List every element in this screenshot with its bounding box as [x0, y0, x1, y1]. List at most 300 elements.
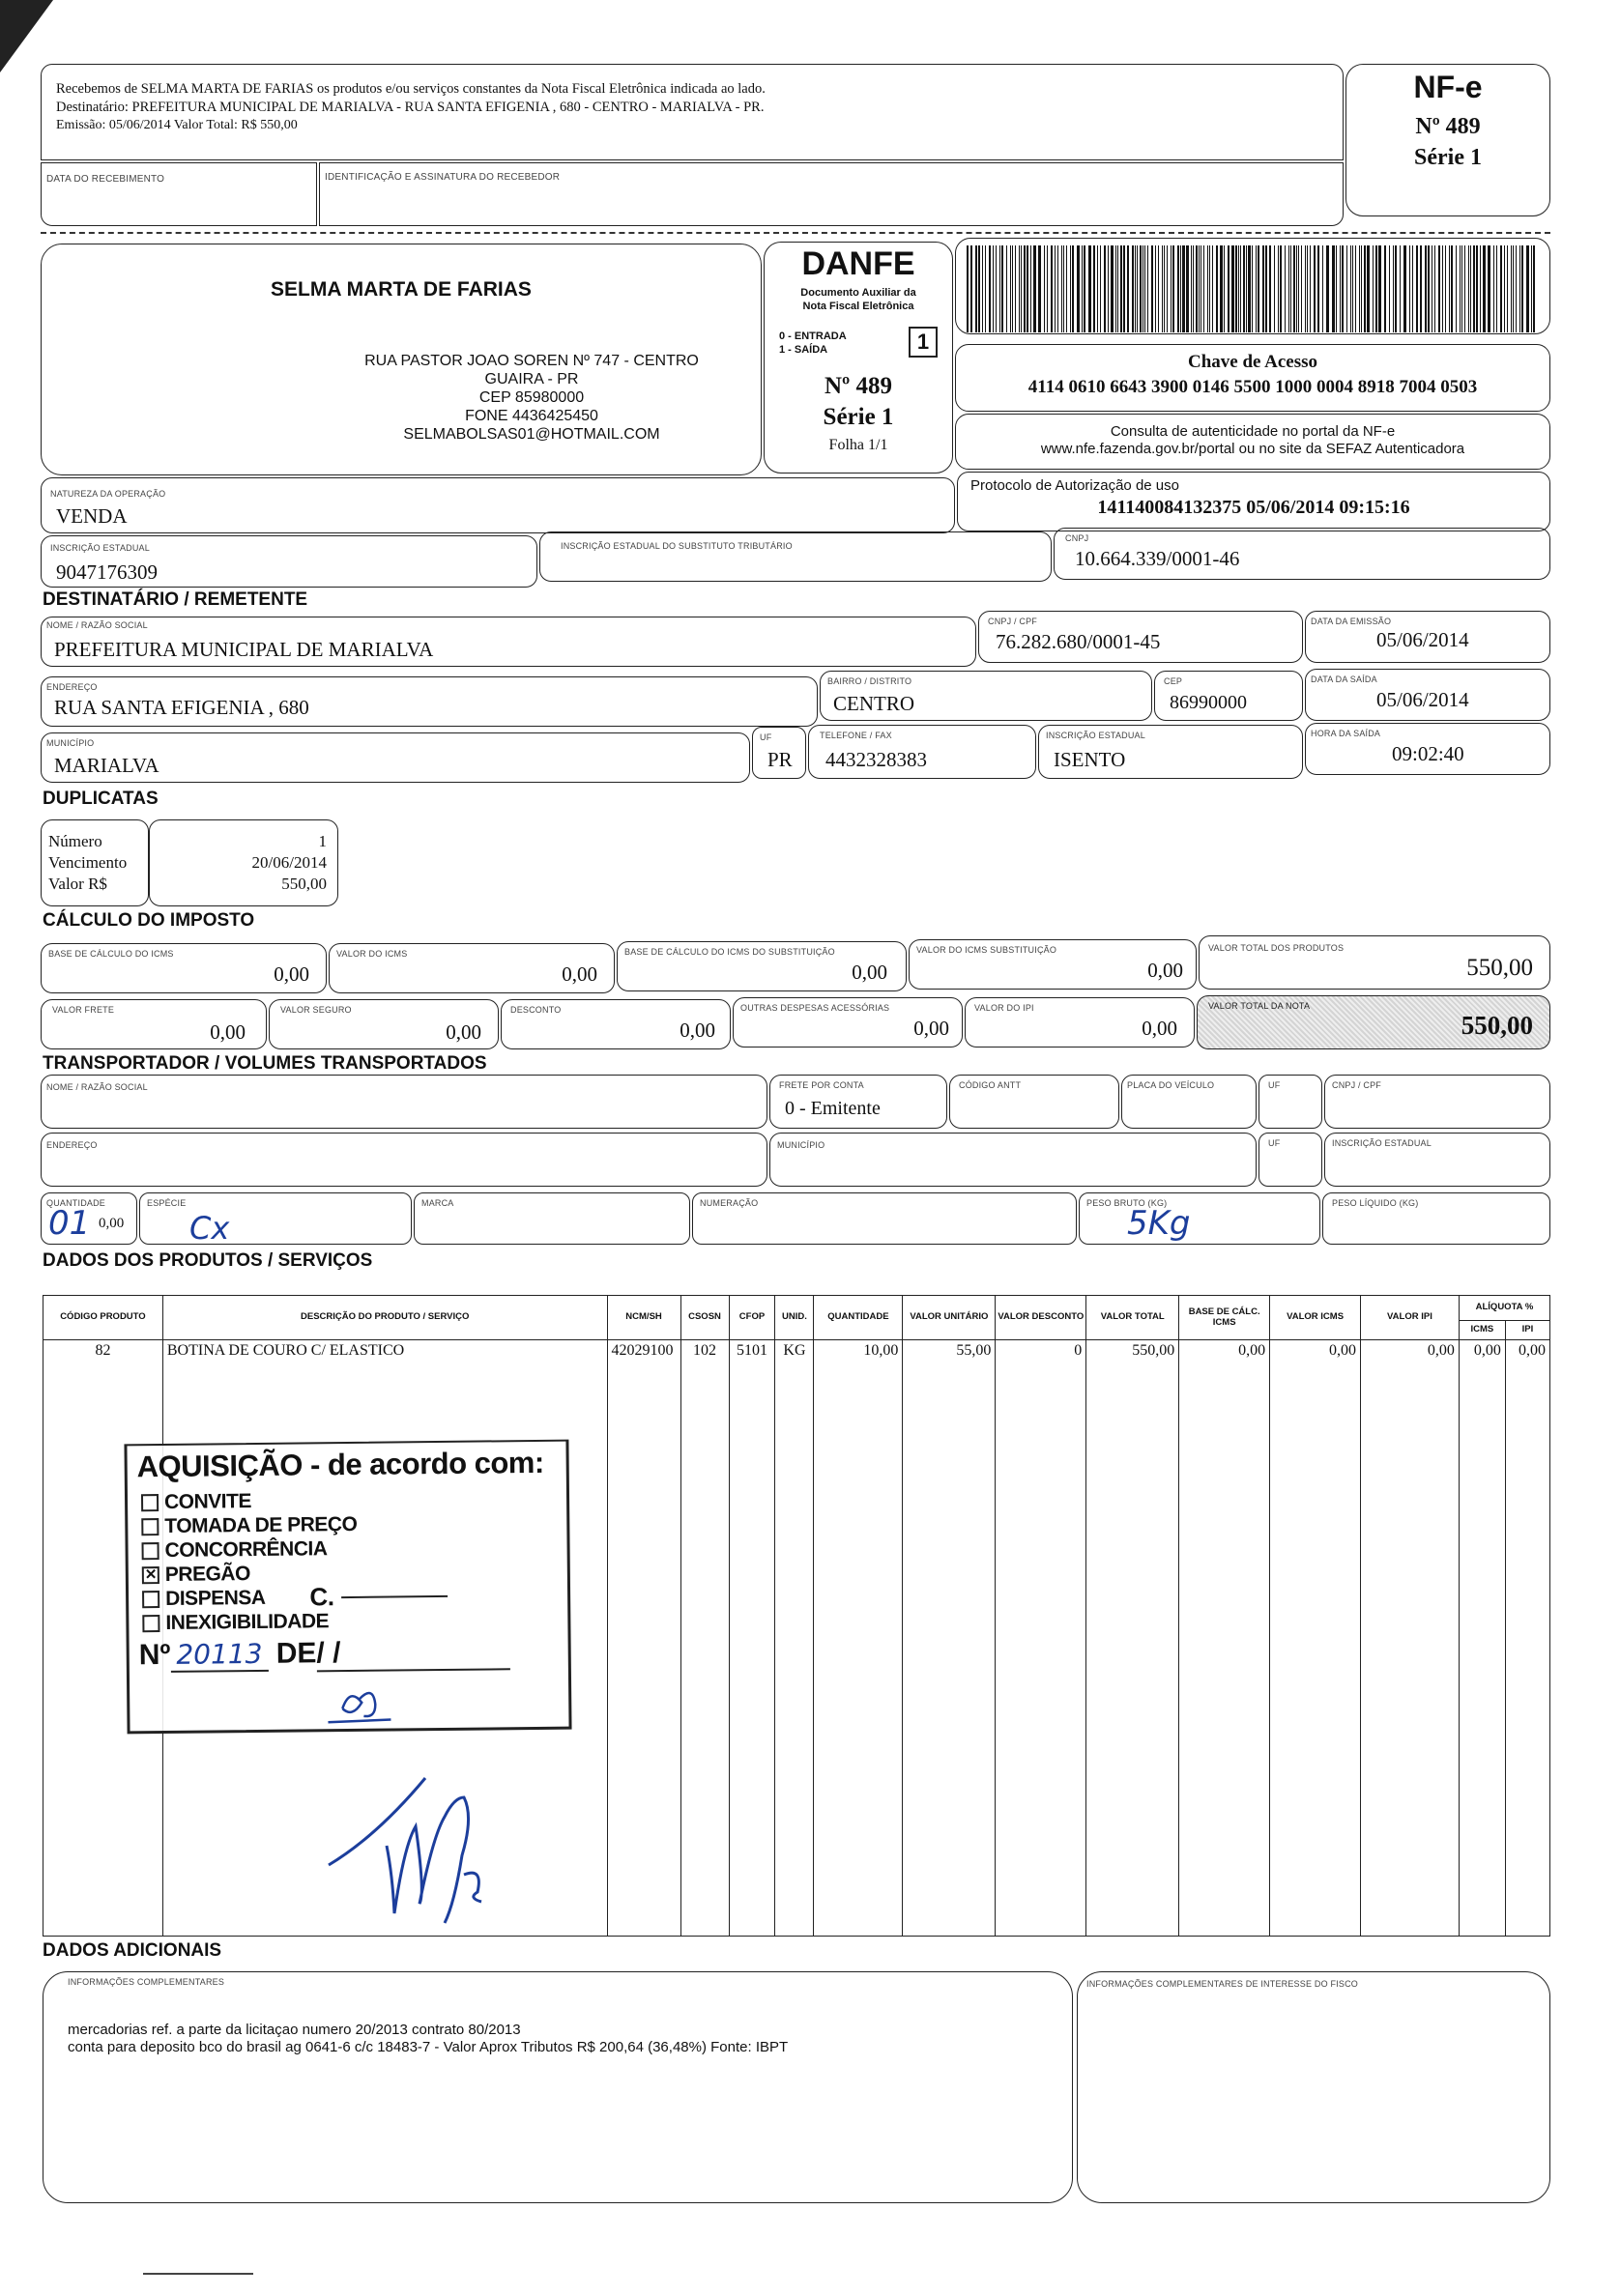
stamp-c-line: [341, 1594, 448, 1597]
col-cfop-header: CFOP: [729, 1296, 775, 1340]
barcode-bar: [1389, 245, 1390, 332]
danfe-subtitle-1: Documento Auxiliar da: [800, 287, 916, 299]
duplicate-value-label: Valor R$: [48, 875, 107, 893]
row-vunit: 55,00: [903, 1340, 996, 1363]
transport-section-title: TRANSPORTADOR / VOLUMES TRANSPORTADOS: [43, 1053, 487, 1074]
recipient-city-label: MUNICÍPIO: [46, 738, 95, 748]
tax-other-label: OUTRAS DESPESAS ACESSÓRIAS: [740, 1003, 890, 1013]
barcode-bar: [1361, 245, 1362, 332]
transport-numbering-label: NUMERAÇÃO: [700, 1198, 759, 1208]
tax-insurance-label: VALOR SEGURO: [280, 1005, 352, 1015]
tax-other-value: 0,00: [913, 1017, 949, 1040]
barcode-bar: [1147, 245, 1148, 332]
transport-address-field: [41, 1133, 767, 1187]
barcode-bar: [1500, 245, 1502, 332]
col-unit-header: UNID.: [775, 1296, 814, 1340]
barcode-bar: [1438, 245, 1440, 332]
row-aipi: 0,00: [1505, 1340, 1549, 1363]
barcode-bar: [1290, 245, 1291, 332]
transport-freight-value: 0 - Emitente: [785, 1098, 881, 1119]
barcode-bar: [1307, 245, 1308, 332]
nature-label: NATUREZA DA OPERAÇÃO: [50, 489, 166, 499]
row-vicms: 0,00: [1270, 1340, 1361, 1363]
barcode-bar: [1393, 245, 1394, 332]
row-csosn: 102: [680, 1340, 729, 1363]
col-aicms-header: ICMS: [1459, 1321, 1505, 1340]
transport-species-label: ESPÉCIE: [147, 1198, 187, 1208]
cnpj-label: CNPJ: [1065, 533, 1089, 543]
barcode-bar: [1097, 245, 1098, 332]
additional-info-label: INFORMAÇÕES COMPLEMENTARES: [68, 1977, 225, 1987]
tax-bc-st-label: BASE DE CÁLCULO DO ICMS DO SUBSTITUIÇÃO: [624, 947, 835, 957]
tax-section-title: CÁLCULO DO IMPOSTO: [43, 910, 255, 931]
barcode-bar: [1384, 245, 1386, 332]
barcode-bar: [1117, 245, 1118, 332]
barcode-bar: [1012, 245, 1013, 332]
barcode-bar: [1473, 245, 1475, 332]
barcode-bar: [1332, 245, 1335, 332]
duplicate-value: 550,00: [281, 875, 327, 893]
barcode-bar: [1137, 245, 1138, 332]
barcode-bar: [1203, 245, 1204, 332]
stamp-title: AQUISIÇÃO - de acordo com:: [136, 1445, 544, 1484]
barcode-bar: [1030, 245, 1031, 332]
barcode-bar: [1238, 245, 1239, 332]
transport-antt-label: CÓDIGO ANTT: [959, 1080, 1022, 1090]
receipt-date-label: DATA DO RECEBIMENTO: [46, 174, 165, 185]
barcode-bar: [1395, 245, 1397, 332]
barcode-bar: [1470, 245, 1471, 332]
barcode-bar: [1207, 245, 1208, 332]
protocol-label: Protocolo de Autorização de uso: [970, 477, 1179, 494]
barcode-bar: [1262, 245, 1264, 332]
receipt-date-field[interactable]: [41, 162, 317, 226]
barcode-bar: [975, 245, 977, 332]
checkbox-inexigibilidade: [142, 1615, 159, 1632]
barcode-bar: [1488, 245, 1490, 332]
receipt-line3: Emissão: 05/06/2014 Valor Total: R$ 550,00: [56, 118, 298, 132]
row-code: 82: [43, 1340, 163, 1363]
barcode-bar: [1449, 245, 1450, 332]
tax-ipi-value: 0,00: [1142, 1017, 1177, 1040]
transport-name-label: NOME / RAZÃO SOCIAL: [46, 1082, 148, 1092]
barcode-bar: [1416, 245, 1418, 332]
barcode-bar: [1127, 245, 1129, 332]
barcode-bar: [1476, 245, 1478, 332]
ie-value: 9047176309: [56, 560, 158, 584]
additional-info-box: [43, 1971, 1073, 2203]
barcode-bar: [1480, 245, 1481, 332]
barcode-bar: [1274, 245, 1275, 332]
barcode-bar: [1516, 245, 1517, 332]
duplicate-number-label: Número: [48, 832, 102, 850]
barcode-bar: [1483, 245, 1486, 332]
danfe-subtitle-2: Nota Fiscal Eletrônica: [802, 301, 914, 312]
barcode-bar: [1193, 245, 1194, 332]
ie-label: INSCRIÇÃO ESTADUAL: [50, 543, 150, 553]
transport-city-field: [769, 1133, 1257, 1187]
barcode-bar: [1464, 245, 1465, 332]
recipient-district-value: CENTRO: [833, 692, 914, 715]
row-unit: KG: [775, 1340, 814, 1363]
barcode-bar: [1171, 245, 1172, 332]
barcode-bar: [999, 245, 1000, 332]
barcode-bar: [1140, 245, 1142, 332]
barcode-bar: [1434, 245, 1435, 332]
transport-gross-handwritten: 5Kg: [1127, 1204, 1191, 1243]
stamp-option-inexigibilidade: INEXIGIBILIDADE: [142, 1608, 448, 1635]
danfe-title: DANFE: [801, 245, 915, 282]
barcode-bar: [1051, 245, 1053, 332]
barcode-bar: [970, 245, 972, 332]
transport-qty-value: 0,00: [99, 1216, 125, 1231]
stamp-option-concorrencia: CONCORRÊNCIA: [141, 1535, 448, 1563]
stamp-initials: [323, 1679, 401, 1728]
recipient-name-label: NOME / RAZÃO SOCIAL: [46, 620, 148, 630]
barcode-bar: [1359, 245, 1360, 332]
issuer-email: SELMABOLSAS01@HOTMAIL.COM: [403, 426, 660, 443]
tax-insurance-value: 0,00: [446, 1020, 481, 1044]
recipient-address-value: RUA SANTA EFIGENIA , 680: [54, 696, 309, 719]
receipt-line2: Destinatário: PREFEITURA MUNICIPAL DE MARIALVA - RUA SANTA EFIGENIA , 680 - CENTRO - MARIALVA - PR.: [56, 100, 765, 115]
col-qty-header: QUANTIDADE: [814, 1296, 903, 1340]
barcode-bar: [1375, 245, 1377, 332]
barcode-bar: [1228, 245, 1229, 332]
barcode-bar: [1044, 245, 1045, 332]
consult-line2: www.nfe.fazenda.gov.br/portal ou no site da SEFAZ Autenticadora: [1040, 441, 1465, 457]
duplicate-number: 1: [318, 832, 327, 850]
stamp-option-tomada: TOMADA DE PREÇO: [141, 1511, 448, 1538]
barcode-bar: [1027, 245, 1028, 332]
issuer-cep: CEP 85980000: [478, 389, 585, 406]
row-vipi: 0,00: [1361, 1340, 1460, 1363]
barcode-bar: [1317, 245, 1319, 332]
barcode-bar: [1248, 245, 1251, 332]
row-vtotal: 550,00: [1086, 1340, 1179, 1363]
recipient-cep-label: CEP: [1164, 676, 1183, 686]
danfe-type-box: 1: [909, 327, 938, 358]
barcode-bar: [1066, 245, 1067, 332]
col-vtotal-header: VALOR TOTAL: [1086, 1296, 1179, 1340]
barcode-bar: [1521, 245, 1523, 332]
barcode-bar: [1298, 245, 1299, 332]
recipient-time-value: 09:02:40: [1392, 742, 1464, 765]
danfe-folha: Folha 1/1: [828, 437, 888, 453]
recipient-phone-label: TELEFONE / FAX: [820, 731, 892, 740]
cnpj-value: 10.664.339/0001-46: [1075, 547, 1240, 570]
barcode-bar: [1077, 245, 1080, 332]
barcode-bar: [1151, 245, 1153, 332]
tax-bc-icms-label: BASE DE CÁLCULO DO ICMS: [48, 949, 174, 959]
receipt-sign-label: IDENTIFICAÇÃO E ASSINATURA DO RECEBEDOR: [325, 172, 561, 183]
barcode-bar: [1172, 245, 1174, 332]
barcode-bar: [1180, 245, 1181, 332]
transport-ie-label: INSCRIÇÃO ESTADUAL: [1332, 1138, 1432, 1148]
barcode-bar: [1301, 245, 1302, 332]
tax-bc-st-value: 0,00: [852, 961, 887, 984]
barcode-bar: [1084, 245, 1085, 332]
recipient-name-value: PREFEITURA MUNICIPAL DE MARIALVA: [54, 638, 434, 661]
transport-freight-label: FRETE POR CONTA: [779, 1080, 864, 1090]
barcode-bar: [1367, 245, 1370, 332]
recipient-exit-value: 05/06/2014: [1376, 688, 1469, 711]
barcode-bar: [1216, 245, 1218, 332]
tax-discount-label: DESCONTO: [510, 1005, 562, 1015]
duplicate-labels: [48, 831, 127, 895]
barcode-bar: [1123, 245, 1125, 332]
barcode-bar: [1288, 245, 1289, 332]
tax-bc-icms-value: 0,00: [274, 962, 309, 986]
barcode-bar: [1235, 245, 1237, 332]
barcode-bar: [1533, 245, 1535, 332]
barcode-bar: [1196, 245, 1198, 332]
transport-uf2-label: UF: [1268, 1138, 1281, 1148]
barcode-bar: [1314, 245, 1316, 332]
handwritten-signature: [319, 1759, 532, 1933]
issuer-address-block: [290, 352, 773, 444]
iest-field: [539, 531, 1052, 582]
col-csosn-header: CSOSN: [680, 1296, 729, 1340]
barcode-bar: [1342, 245, 1344, 332]
cut-line: [41, 232, 1550, 234]
col-bcicms-header: BASE DE CÁLC. ICMS: [1179, 1296, 1270, 1340]
barcode-bar: [1425, 245, 1427, 332]
barcode-bar: [982, 245, 983, 332]
barcode-bar: [1451, 245, 1453, 332]
stamp-option-dispensa: DISPENSA C.: [142, 1584, 448, 1611]
barcode-bar: [1070, 245, 1071, 332]
issuer-phone: FONE 4436425450: [465, 408, 598, 424]
barcode-bar: [1252, 245, 1253, 332]
recipient-uf-value: PR: [767, 748, 793, 771]
barcode-bar: [1144, 245, 1145, 332]
barcode-bar: [1513, 245, 1514, 332]
transport-gross-label: PESO BRUTO (KG): [1086, 1198, 1168, 1208]
transport-qty-label: QUANTIDADE: [46, 1198, 106, 1208]
barcode-bar: [985, 245, 986, 332]
barcode-bar: [996, 245, 997, 332]
barcode-bar: [1293, 245, 1295, 332]
transport-uf-label: UF: [1268, 1080, 1281, 1090]
transport-species-handwritten: Cx: [189, 1210, 230, 1247]
additional-info-line1: mercadorias ref. a parte da licitaçao numero 20/2013 contrato 80/2013: [68, 2022, 521, 2038]
barcode-bar: [1047, 245, 1048, 332]
barcode-bar: [1269, 245, 1271, 332]
tax-freight-value: 0,00: [210, 1020, 246, 1044]
tax-icms-st-label: VALOR DO ICMS SUBSTITUIÇÃO: [916, 945, 1057, 955]
col-desc-header: DESCRIÇÃO DO PRODUTO / SERVIÇO: [162, 1296, 607, 1340]
barcode-bar: [1209, 245, 1210, 332]
products-table-bottom: [43, 1936, 1550, 1937]
barcode-bar: [1278, 245, 1279, 332]
checkbox-dispensa: [142, 1591, 159, 1608]
col-vdesc-header: VALOR DESCONTO: [996, 1296, 1086, 1340]
bottom-scan-mark: [143, 2273, 253, 2275]
barcode-bar: [1326, 245, 1329, 332]
checkbox-pregao-checked: ✕: [142, 1566, 159, 1584]
stamp-options: [141, 1487, 448, 1635]
transport-brand-label: MARCA: [421, 1198, 454, 1208]
tax-total-note-value: 550,00: [1461, 1011, 1533, 1040]
barcode-bar: [1256, 245, 1257, 332]
nature-field: [41, 477, 955, 533]
transport-city-label: MUNICÍPIO: [777, 1140, 825, 1150]
checkbox-convite: [141, 1494, 159, 1511]
issuer-street: RUA PASTOR JOAO SOREN Nº 747 - CENTRO: [364, 353, 699, 369]
duplicate-due: 20/06/2014: [251, 853, 327, 872]
barcode-bar: [1111, 245, 1114, 332]
barcode-bar: [1461, 245, 1462, 332]
checkbox-tomada: [141, 1518, 159, 1535]
barcode-bar: [1038, 245, 1041, 332]
recipient-address-label: ENDEREÇO: [46, 682, 98, 692]
barcode-bar: [1346, 245, 1347, 332]
products-section-title: DADOS DOS PRODUTOS / SERVIÇOS: [43, 1250, 373, 1271]
barcode-bar: [1164, 245, 1165, 332]
tax-freight-label: VALOR FRETE: [52, 1005, 115, 1015]
checkbox-concorrencia: [142, 1542, 159, 1560]
barcode-bar: [1322, 245, 1323, 332]
recipient-uf-label: UF: [760, 732, 772, 742]
danfe-number: Nº 489: [824, 373, 893, 399]
issuer-city: GUAIRA - PR: [484, 371, 579, 387]
barcode-bar: [1420, 245, 1422, 332]
transport-plate-label: PLACA DO VEÍCULO: [1127, 1080, 1215, 1090]
barcode-bar: [1350, 245, 1351, 332]
fisco-info-box: [1077, 1971, 1550, 2203]
barcode-bar: [967, 245, 969, 332]
barcode-bar: [1519, 245, 1520, 332]
recipient-emission-label: DATA DA EMISSÃO: [1311, 617, 1392, 626]
barcode-bar: [1212, 245, 1213, 332]
iest-label: INSCRIÇÃO ESTADUAL DO SUBSTITUTO TRIBUTÁRIO: [561, 541, 793, 551]
barcode-bar: [1310, 245, 1311, 332]
barcode-bar: [1246, 245, 1247, 332]
transport-brand-field: [414, 1192, 690, 1245]
barcode-bar: [1006, 245, 1007, 332]
barcode-bar: [1460, 245, 1461, 332]
barcode-bar: [1352, 245, 1353, 332]
barcode-bar: [1400, 245, 1401, 332]
col-ncm-header: NCM/SH: [607, 1296, 680, 1340]
row-desc: BOTINA DE COURO C/ ELASTICO: [162, 1340, 607, 1363]
recipient-district-label: BAIRRO / DISTRITO: [827, 676, 912, 686]
stamp-option-convite: CONVITE: [141, 1487, 448, 1514]
recipient-cnpj-value: 76.282.680/0001-45: [996, 630, 1161, 653]
barcode-bar: [1220, 245, 1223, 332]
barcode-bar: [989, 245, 991, 332]
transport-address-label: ENDEREÇO: [46, 1140, 98, 1150]
barcode-bar: [1115, 245, 1116, 332]
barcode-bar: [1033, 245, 1036, 332]
barcode-bar: [1093, 245, 1095, 332]
barcode-bar: [1428, 245, 1430, 332]
barcode-bar: [1061, 245, 1062, 332]
barcode-bar: [1340, 245, 1341, 332]
recipient-section-title: DESTINATÁRIO / REMETENTE: [43, 589, 308, 610]
stamp-number-handwritten: 20113: [170, 1638, 268, 1673]
barcode-bar: [1468, 245, 1469, 332]
tax-total-products-label: VALOR TOTAL DOS PRODUTOS: [1208, 943, 1345, 953]
protocol-value: 141140084132375 05/06/2014 09:15:16: [1097, 497, 1410, 518]
barcode-bar: [1088, 245, 1091, 332]
recipient-phone-value: 4432328383: [825, 748, 927, 771]
barcode-bar: [1445, 245, 1446, 332]
barcode-bar: [1001, 245, 1003, 332]
row-cfop: 5101: [729, 1340, 775, 1363]
barcode-bar: [1177, 245, 1179, 332]
row-bcicms: 0,00: [1179, 1340, 1270, 1363]
barcode-bar: [1355, 245, 1356, 332]
recipient-ie-value: ISENTO: [1054, 748, 1126, 771]
barcode-bar: [1243, 245, 1245, 332]
barcode-bar: [1403, 245, 1406, 332]
barcode-bar: [1258, 245, 1259, 332]
barcode-bar: [1021, 245, 1022, 332]
barcode-bar: [1024, 245, 1026, 332]
barcode-bar: [1055, 245, 1056, 332]
barcode: [965, 245, 1541, 334]
stamp-option-pregao: ✕ PREGÃO: [142, 1560, 448, 1587]
tax-icms-st-value: 0,00: [1147, 959, 1183, 982]
additional-info-line2: conta para deposito bco do brasil ag 0641-6 c/c 18483-7 - Valor Aprox Tributos R$ 200,64 (36,48%) Fonte: IBPT: [68, 2039, 789, 2055]
barcode-bar: [1019, 245, 1020, 332]
barcode-bar: [1496, 245, 1497, 332]
col-aipi-header: IPI: [1505, 1321, 1549, 1340]
stamp-number-line: Nº 20113 DE/ /: [139, 1635, 510, 1674]
col-vicms-header: VALOR ICMS: [1270, 1296, 1361, 1340]
barcode-bar: [1526, 245, 1529, 332]
barcode-bar: [1336, 245, 1337, 332]
barcode-bar: [1120, 245, 1122, 332]
transport-qty-handwritten: 01: [48, 1204, 91, 1243]
barcode-bar: [1456, 245, 1457, 332]
recipient-time-label: HORA DA SAÍDA: [1311, 729, 1381, 738]
barcode-bar: [1182, 245, 1185, 332]
barcode-bar: [1135, 245, 1136, 332]
barcode-bar: [1409, 245, 1410, 332]
barcode-bar: [1364, 245, 1366, 332]
barcode-bar: [1063, 245, 1064, 332]
recipient-exit-label: DATA DA SAÍDA: [1311, 674, 1377, 684]
recipient-emission-value: 05/06/2014: [1376, 628, 1469, 651]
barcode-bar: [1199, 245, 1200, 332]
barcode-bar: [1162, 245, 1163, 332]
col-code-header: CÓDIGO PRODUTO: [43, 1296, 163, 1340]
barcode-bar: [1373, 245, 1374, 332]
barcode-bar: [1224, 245, 1225, 332]
tax-discount-value: 0,00: [680, 1019, 715, 1042]
tax-icms-value: 0,00: [562, 962, 597, 986]
receipt-nfe-series: Série 1: [1414, 145, 1482, 170]
transport-name-field: [41, 1075, 767, 1129]
consult-line1: Consulta de autenticidade no portal da NF-e: [1110, 423, 1396, 440]
barcode-bar: [1265, 245, 1267, 332]
barcode-bar: [1511, 245, 1512, 332]
barcode-bar: [1191, 245, 1192, 332]
barcode-bar: [1504, 245, 1505, 332]
barcode-bar: [1082, 245, 1083, 332]
barcode-bar: [1280, 245, 1282, 332]
barcode-bar: [1493, 245, 1494, 332]
barcode-bar: [1158, 245, 1159, 332]
row-aicms: 0,00: [1459, 1340, 1505, 1363]
barcode-bar: [1305, 245, 1306, 332]
barcode-bar: [1507, 245, 1508, 332]
fisco-info-label: INFORMAÇÕES COMPLEMENTARES DE INTERESSE DO FISCO: [1086, 1979, 1358, 1989]
recipient-cnpj-label: CNPJ / CPF: [988, 617, 1038, 626]
duplicates-section-title: DUPLICATAS: [43, 789, 159, 809]
